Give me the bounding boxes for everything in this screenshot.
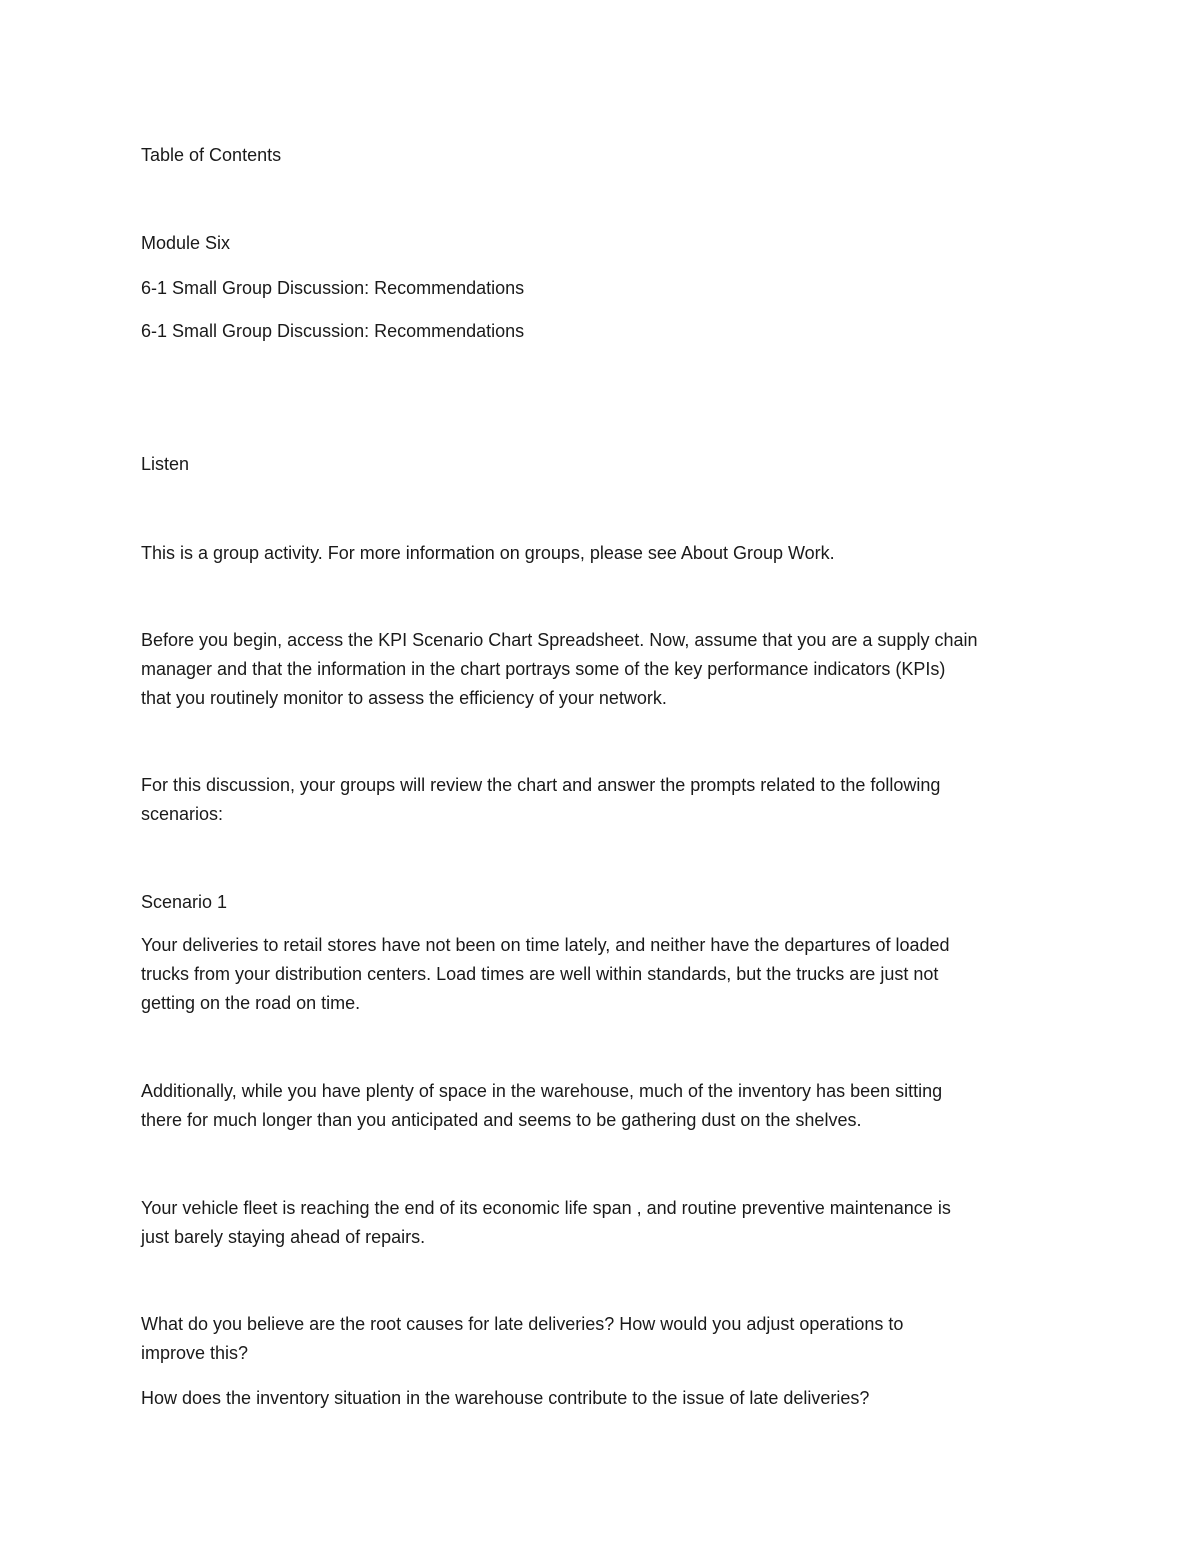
- paragraph-line: What do you believe are the root causes for late deliveries? How would you adjust operations to: [141, 1314, 904, 1334]
- scenario-paragraph-2: [141, 1077, 1041, 1135]
- paragraph-line: Before you begin, access the KPI Scenario Chart Spreadsheet. Now, assume that you are a supply chain: [141, 630, 978, 650]
- toc-heading: Table of Contents: [141, 145, 282, 165]
- paragraph-line: scenarios:: [141, 804, 224, 824]
- paragraph-line: manager and that the information in the chart portrays some of the key performance indicators (KPIs): [141, 659, 946, 679]
- module-title: Module Six: [141, 233, 231, 253]
- scenario-paragraph-3: [141, 1194, 1041, 1252]
- paragraph-line: improve this?: [141, 1343, 249, 1363]
- paragraph-line: trucks from your distribution centers. Load times are well within standards, but the trucks are just not: [141, 964, 939, 984]
- paragraph-line: Your vehicle fleet is reaching the end of its economic life span , and routine preventive maintenance is: [141, 1198, 951, 1218]
- paragraph-line: Your deliveries to retail stores have not been on time lately, and neither have the departures of loaded: [141, 935, 950, 955]
- paragraph-line: Additionally, while you have plenty of space in the warehouse, much of the inventory has been sitting: [141, 1081, 943, 1101]
- toc-entry-2: 6-1 Small Group Discussion: Recommendations: [141, 321, 525, 341]
- discussion-paragraph: [141, 771, 1041, 829]
- scenario-heading: Scenario 1: [141, 892, 228, 912]
- intro-paragraph: This is a group activity. For more information on groups, please see About Group Work.: [141, 543, 835, 563]
- toc-entry-1: 6-1 Small Group Discussion: Recommendations: [141, 278, 525, 298]
- paragraph-line: that you routinely monitor to assess the efficiency of your network.: [141, 688, 667, 708]
- scenario-paragraph-1: [141, 931, 1041, 1018]
- paragraph-line: getting on the road on time.: [141, 993, 361, 1013]
- listen-label: Listen: [141, 454, 190, 474]
- question-1: [141, 1310, 1041, 1368]
- paragraph-line: there for much longer than you anticipated and seems to be gathering dust on the shelves.: [141, 1110, 862, 1130]
- paragraph-line: For this discussion, your groups will review the chart and answer the prompts related to the following: [141, 775, 941, 795]
- paragraph-line: just barely staying ahead of repairs.: [141, 1227, 426, 1247]
- question-2: How does the inventory situation in the warehouse contribute to the issue of late deliveries?: [141, 1388, 870, 1408]
- before-begin-paragraph: [141, 626, 1041, 713]
